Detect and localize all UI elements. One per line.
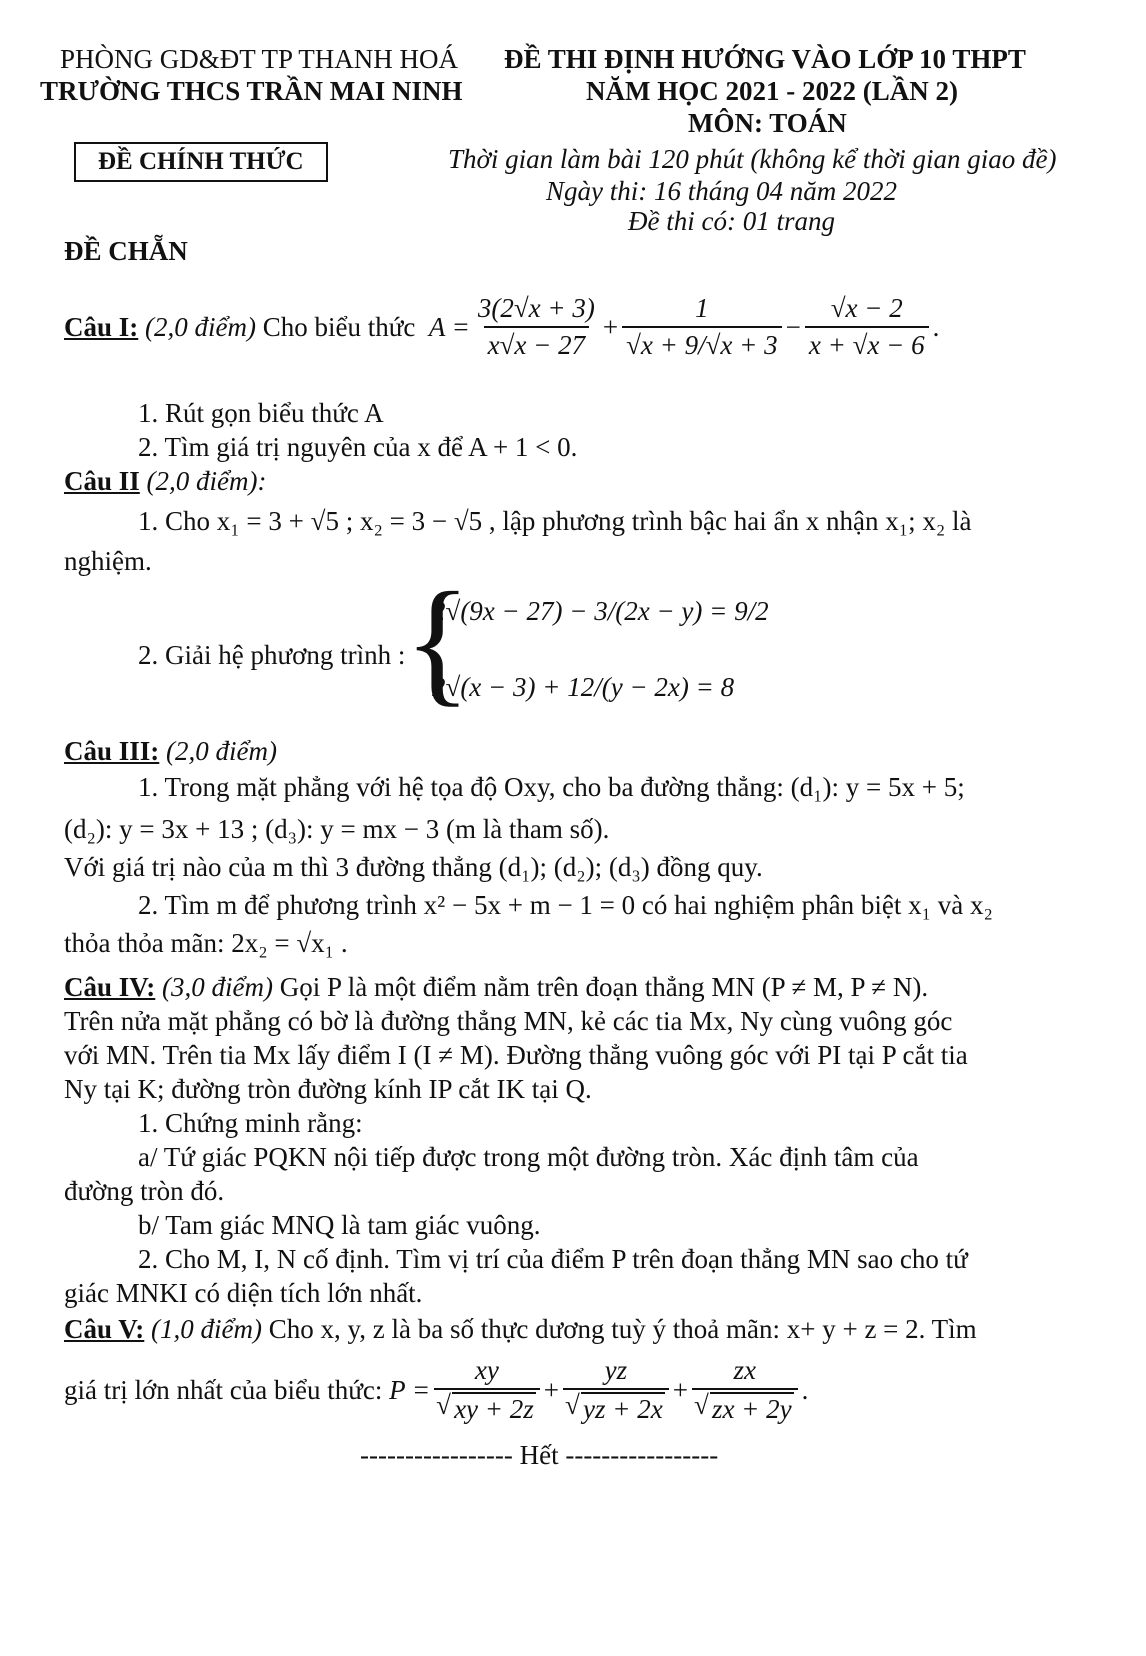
question-points: (2,0 điểm) (145, 311, 256, 342)
q2-part-1: 1. Cho x₁ = 3 + √5 ; x₂ = 3 − √5 , lập phương trình bậc hai ẩn x nhận x₁; x₂ là (138, 506, 972, 536)
q3-part-2: 2. Tìm m để phương trình x² − 5x + m − 1 = 0 có hai nghiệm phân biệt x₁ và x₂ (138, 890, 993, 920)
q4-part-1a: a/ Tứ giác PQKN nội tiếp được trong một đường tròn. Xác định tâm của (138, 1142, 919, 1172)
question-3-heading: Câu III: (2,0 điểm) (64, 736, 277, 766)
q4-part-1a-cont: đường tròn đó. (64, 1176, 225, 1206)
exam-variant: ĐỀ CHẴN (64, 236, 188, 266)
q1-part-1: 1. Rút gọn biểu thức A (138, 398, 384, 428)
q4-part-1b: b/ Tam giác MNQ là tam giác vuông. (138, 1210, 541, 1240)
official-badge: ĐỀ CHÍNH THỨC (74, 142, 328, 182)
expression-name: P = (389, 1374, 431, 1405)
department-name: PHÒNG GD&ĐT TP THANH HOÁ (60, 44, 459, 74)
fraction-2: $\frac{1}{√x + 9/√x + 3}$ (622, 293, 782, 361)
p-fraction-2: yz √ yz + 2x (563, 1355, 669, 1425)
school-year: NĂM HỌC 2021 - 2022 (LẦN 2) (586, 76, 958, 106)
subject: MÔN: TOÁN (688, 108, 847, 138)
q3-part-2-cont: thỏa thỏa mãn: 2x₂ = √x₁ . (64, 928, 348, 958)
q4-part-2-cont: giác MNKI có diện tích lớn nhất. (64, 1278, 423, 1308)
q4-line-3: với MN. Trên tia Mx lấy điểm I (I ≠ M). Đường thẳng vuông góc với PI tại P cắt tia (64, 1040, 968, 1070)
exam-title: ĐỀ THI ĐỊNH HƯỚNG VÀO LỚP 10 THPT (504, 44, 1026, 74)
q2-part-2: 2. Giải hệ phương trình : (138, 640, 406, 670)
q3-part-1: 1. Trong mặt phẳng với hệ tọa độ Oxy, cho ba đường thẳng: (d₁): y = 5x + 5; (138, 772, 965, 802)
q1-part-2: 2. Tìm giá trị nguyên của x để A + 1 < 0. (138, 432, 578, 462)
question-intro: Cho biểu thức (262, 311, 416, 342)
p-fraction-1: xy √ xy + 2z (434, 1355, 540, 1425)
q2-part-1-cont: nghiệm. (64, 546, 152, 576)
q4-part-2: 2. Cho M, I, N cố định. Tìm vị trí của điểm P trên đoạn thẳng MN sao cho tứ (138, 1244, 968, 1274)
question-1: Câu I: (2,0 điểm) Cho biểu thức A = $\frac{3(2√x + 3)}{x√x - 27}$ + $\frac{1}{√x + 9/√x + 3}$ − $\frac{√x - 2}{x + √x - 6}$ . (64, 293, 940, 360)
q5-expression: giá trị lớn nhất của biểu thức: P = xy √ xy + 2z + yz √ yz + 2x + zx √ zx + 2y . (64, 1350, 808, 1430)
page-count: Đề thi có: 01 trang (628, 206, 835, 236)
system-equation-1: 2√(9x − 27) − 3/(2x − y) = 9/2 (432, 596, 769, 626)
end-marker: ----------------- Hết ----------------- (360, 1440, 719, 1470)
system-brace: { (404, 564, 472, 719)
question-5: Câu V: (1,0 điểm) Cho x, y, z là ba số thực dương tuỳ ý thoả mãn: x+ y + z = 2. Tìm (64, 1314, 977, 1344)
expression-name: A = (428, 311, 470, 342)
q4-line-4: Ny tại K; đường tròn đường kính IP cắt IK tại Q. (64, 1074, 592, 1104)
duration: Thời gian làm bài 120 phút (không kể thời gian giao đề) (448, 144, 1057, 174)
q4-part-1: 1. Chứng minh rằng: (138, 1108, 363, 1138)
exam-date: Ngày thi: 16 tháng 04 năm 2022 (546, 176, 897, 206)
p-fraction-3: zx √ zx + 2y (692, 1355, 798, 1425)
fraction-1: $\frac{3(2√x + 3)}{x√x - 27}$ (477, 293, 595, 360)
school-name: TRƯỜNG THCS TRẦN MAI NINH (40, 76, 463, 106)
question-4: Câu IV: (3,0 điểm) Gọi P là một điểm nằm trên đoạn thẳng MN (P ≠ M, P ≠ N). (64, 972, 929, 1002)
question-label: Câu I: (64, 311, 139, 342)
fraction-3: $\frac{√x - 2}{x + √x - 6}$ (805, 293, 929, 361)
q4-line-2: Trên nửa mặt phẳng có bờ là đường thẳng MN, kẻ các tia Mx, Ny cùng vuông góc (64, 1006, 953, 1036)
system-equation-2: 2√(x − 3) + 12/(y − 2x) = 8 (432, 672, 735, 702)
question-2-heading: Câu II (2,0 điểm): (64, 466, 267, 496)
q3-part-1-question: Với giá trị nào của m thì 3 đường thẳng (d₁); (d₂); (d₃) đồng quy. (64, 852, 763, 882)
q3-part-1-lines: (d₂): y = 3x + 13 ; (d₃): y = mx − 3 (m là tham số). (64, 814, 610, 844)
